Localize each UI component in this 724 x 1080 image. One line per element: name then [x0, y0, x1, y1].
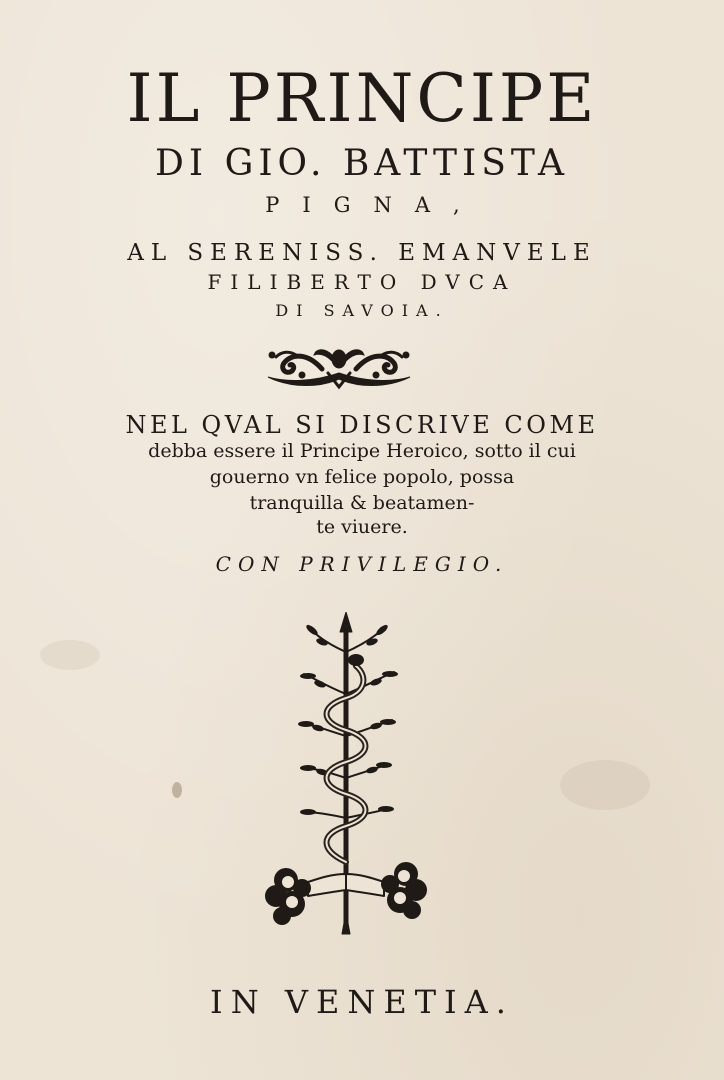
subtitle-line: debba essere il Principe Heroico, sotto il cui	[148, 440, 576, 462]
author-surname: PIGNA,	[265, 193, 483, 217]
paper-stain	[560, 760, 650, 810]
dedication-line: FILIBERTO DVCA	[207, 270, 517, 294]
caduceus-serpent-staff-icon	[262, 612, 430, 942]
subtitle-line: NEL QVAL SI DISCRIVE COME	[125, 411, 599, 439]
subtitle-line: te viuere.	[316, 516, 408, 538]
floral-ornament-icon	[262, 343, 416, 391]
imprint-line: IN VENETIA.	[210, 983, 514, 1021]
author-line: DI GIO. BATTISTA	[155, 143, 569, 184]
paper-stain	[40, 640, 100, 670]
dedication-line: AL SERENISS. EMANVELE	[127, 240, 597, 266]
paper-stain	[172, 782, 182, 798]
subtitle-line: gouerno vn felice popolo, possa	[209, 466, 515, 488]
dedication-line: DI SAVOIA.	[275, 301, 449, 320]
book-title: IL PRINCIPE	[126, 60, 598, 137]
subtitle-line: tranquilla & beatamen-	[249, 492, 475, 514]
privilege-line: CON PRIVILEGIO.	[215, 552, 509, 576]
